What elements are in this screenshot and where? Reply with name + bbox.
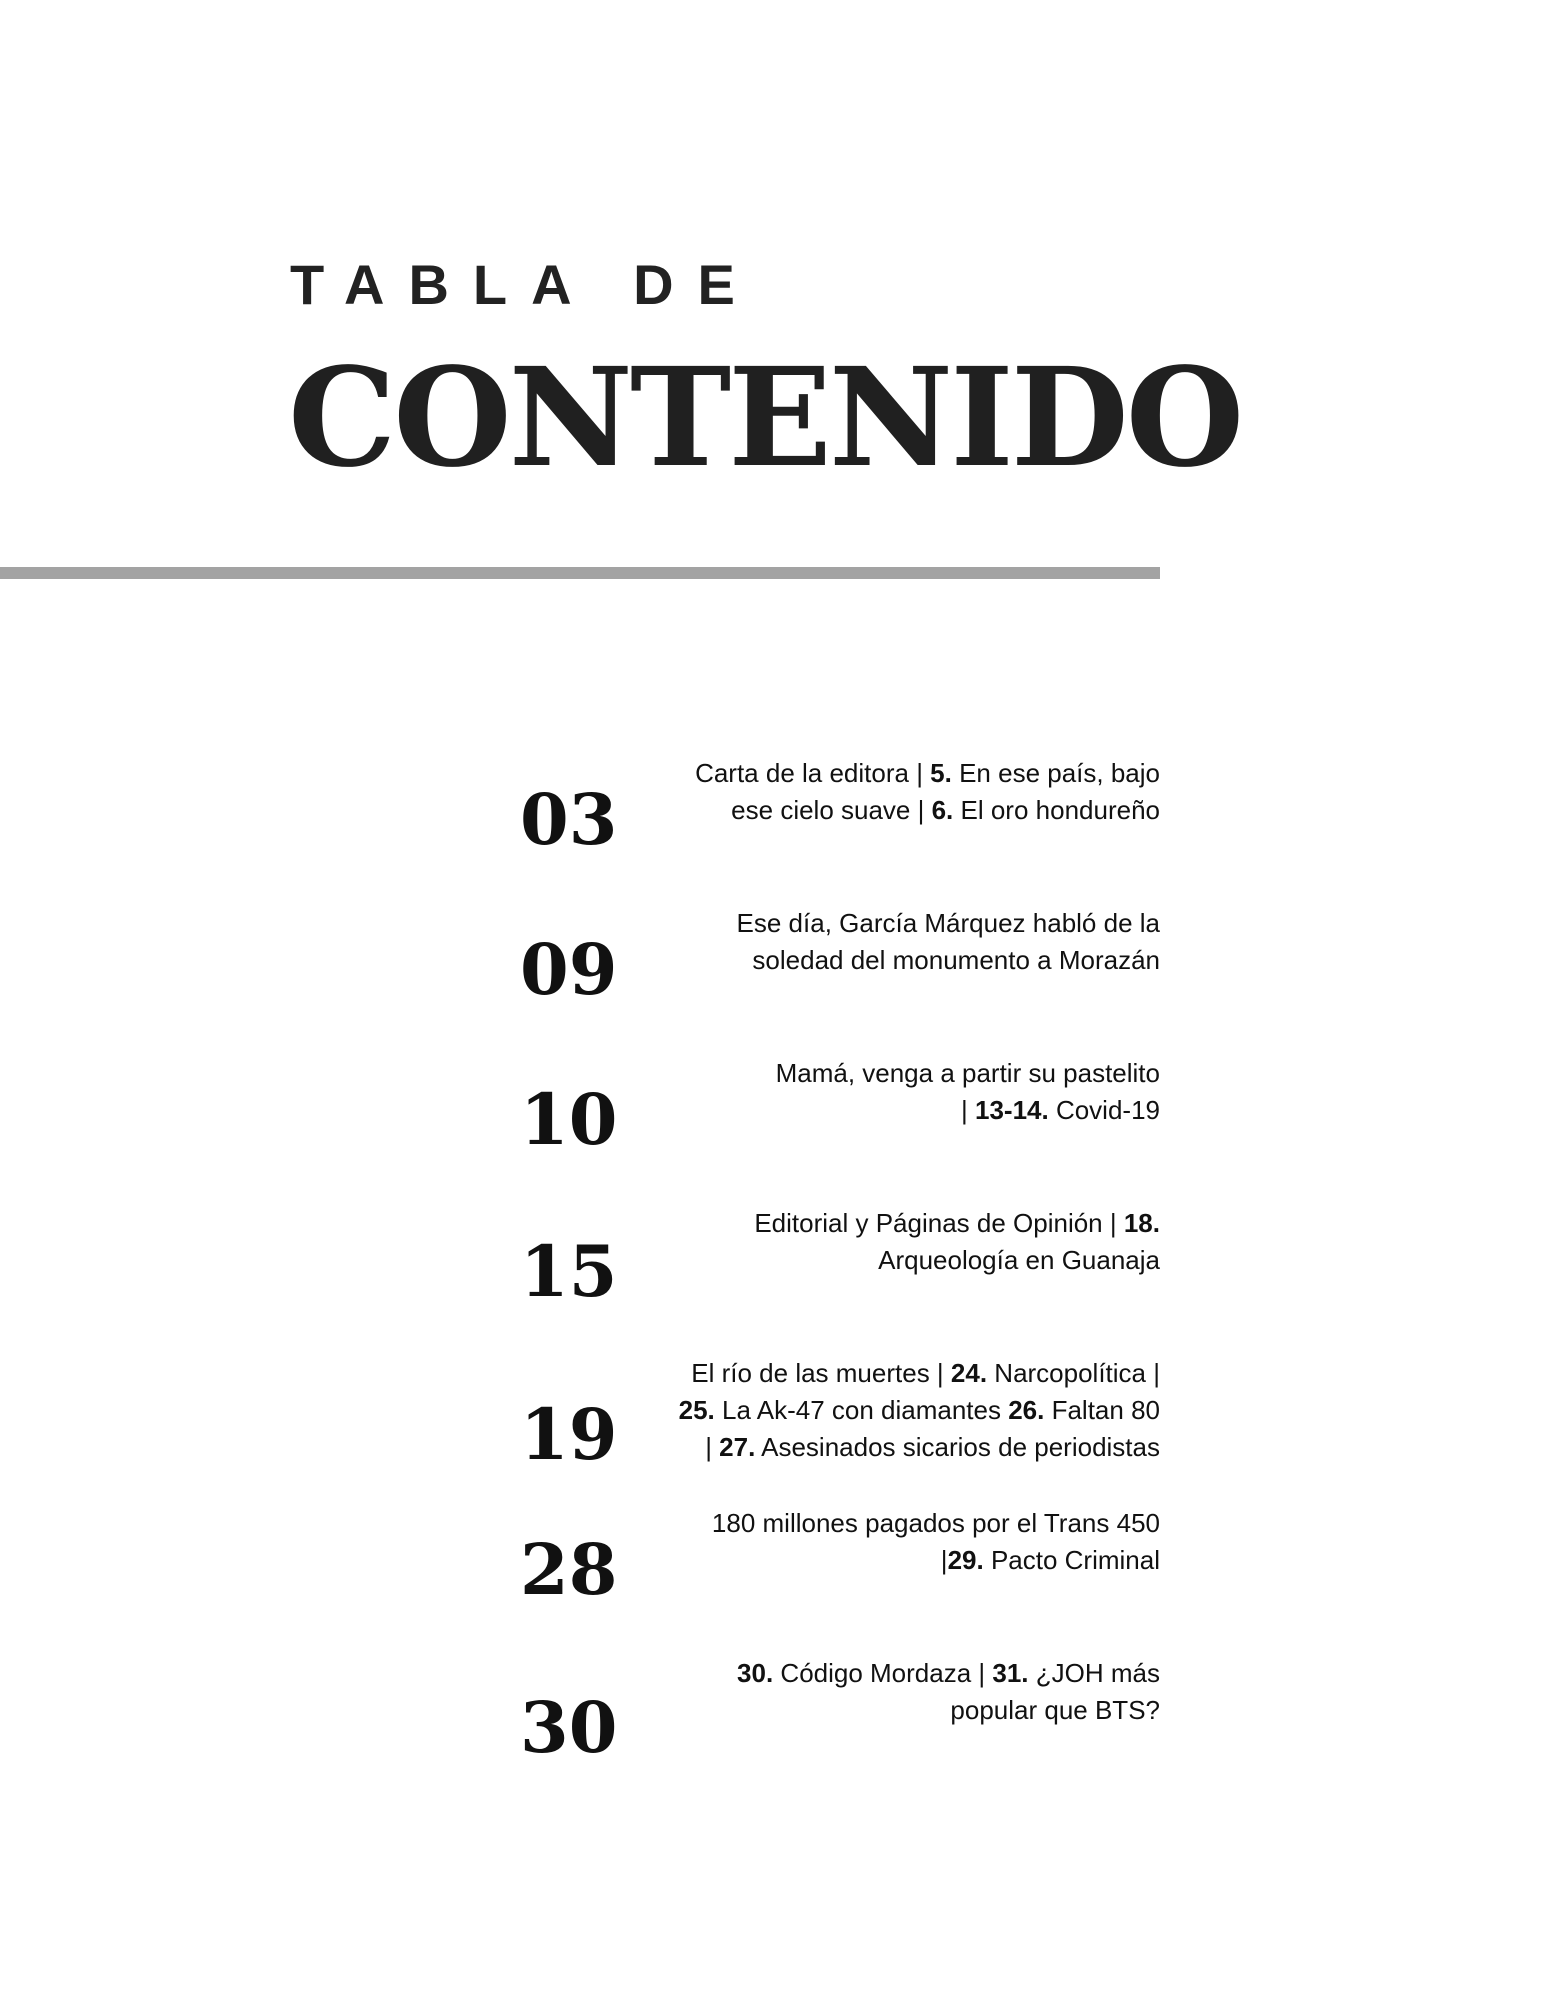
entry-text: Faltan 80 — [1044, 1395, 1160, 1425]
entry-text: El río de las muertes | — [691, 1358, 951, 1388]
entry-text: Narcopolítica | — [987, 1358, 1160, 1388]
entry-page-ref: 29. — [947, 1545, 984, 1575]
entry-page-ref: 30. — [737, 1658, 774, 1688]
entry-text: Código Mordaza | — [773, 1658, 993, 1688]
entry-text: Carta de la editora | — [695, 758, 931, 788]
entry-line — [620, 1242, 1160, 1279]
entry-text: soledad del monumento a Morazán — [752, 945, 1160, 975]
entry-text: ¿JOH más — [1028, 1658, 1160, 1688]
page-number: 30 — [520, 1686, 618, 1769]
entry-page-ref: 25. — [678, 1395, 715, 1425]
entry-line — [620, 905, 1160, 942]
entry-text: | — [940, 1545, 948, 1575]
entry-line — [620, 1655, 1160, 1692]
entry-text: Mamá, venga a partir su pastelito — [775, 1058, 1160, 1088]
entry-description — [620, 755, 1160, 829]
page-number: 15 — [520, 1230, 618, 1313]
entry-text: Asesinados sicarios de periodistas — [755, 1432, 1160, 1462]
entry-page-ref: 18. — [1123, 1208, 1160, 1238]
entry-text: Ese día, García Márquez habló de la — [736, 908, 1160, 938]
entry-text: Pacto Criminal — [983, 1545, 1160, 1575]
entry-text: | — [705, 1432, 720, 1462]
entry-page-ref: 6. — [931, 795, 954, 825]
entry-text: | — [961, 1095, 975, 1125]
page-number: 09 — [520, 928, 618, 1011]
toc-entry — [520, 905, 1170, 1025]
toc-entry — [520, 1055, 1170, 1175]
entry-line — [620, 1505, 1160, 1542]
entry-text: La Ak-47 con diamantes — [714, 1395, 1009, 1425]
entry-page-ref: 31. — [992, 1658, 1029, 1688]
entry-text: Editorial y Páginas de Opinión | — [754, 1208, 1124, 1238]
toc-kicker: TABLA DE — [290, 253, 759, 316]
toc-title: CONTENIDO — [288, 338, 1242, 498]
entry-text: 180 millones pagados por el Trans 450 — [711, 1508, 1160, 1538]
entry-line — [620, 1542, 1160, 1579]
entry-text: ese cielo suave | — [731, 795, 932, 825]
entry-text: Arqueología en Guanaja — [878, 1245, 1160, 1275]
toc-entry — [520, 1355, 1170, 1475]
entry-description — [620, 1655, 1160, 1729]
entry-description — [620, 1205, 1160, 1279]
entry-page-ref: 13-14. — [974, 1095, 1049, 1125]
entry-page-ref: 24. — [950, 1358, 988, 1388]
page-number: 03 — [520, 778, 618, 861]
page-number: 28 — [520, 1528, 618, 1611]
entry-description — [620, 1055, 1160, 1129]
toc-entry — [520, 1655, 1170, 1775]
page-number: 10 — [520, 1078, 618, 1161]
entry-text: El oro hondureño — [953, 795, 1160, 825]
toc-entry — [520, 1505, 1170, 1625]
entry-line — [620, 1055, 1160, 1092]
page-number: 19 — [520, 1393, 618, 1476]
entry-line — [620, 1429, 1160, 1466]
entry-description — [620, 1355, 1160, 1466]
entry-line — [620, 755, 1160, 792]
entry-line — [620, 1205, 1160, 1242]
entry-page-ref: 5. — [930, 758, 952, 788]
toc-entry — [520, 755, 1170, 875]
entry-description — [620, 1505, 1160, 1579]
entry-description — [620, 905, 1160, 979]
entry-line — [620, 1355, 1160, 1392]
entry-text: En ese país, bajo — [951, 758, 1160, 788]
entry-line — [620, 1092, 1160, 1129]
toc-entry — [520, 1205, 1170, 1325]
entry-text: popular que BTS? — [950, 1695, 1160, 1725]
entry-line — [620, 792, 1160, 829]
entry-line — [620, 1692, 1160, 1729]
entry-page-ref: 26. — [1008, 1395, 1045, 1425]
entry-line — [620, 1392, 1160, 1429]
entry-line — [620, 942, 1160, 979]
entry-page-ref: 27. — [719, 1432, 756, 1462]
entry-text: Covid-19 — [1048, 1095, 1160, 1125]
divider-rule — [0, 567, 1160, 579]
